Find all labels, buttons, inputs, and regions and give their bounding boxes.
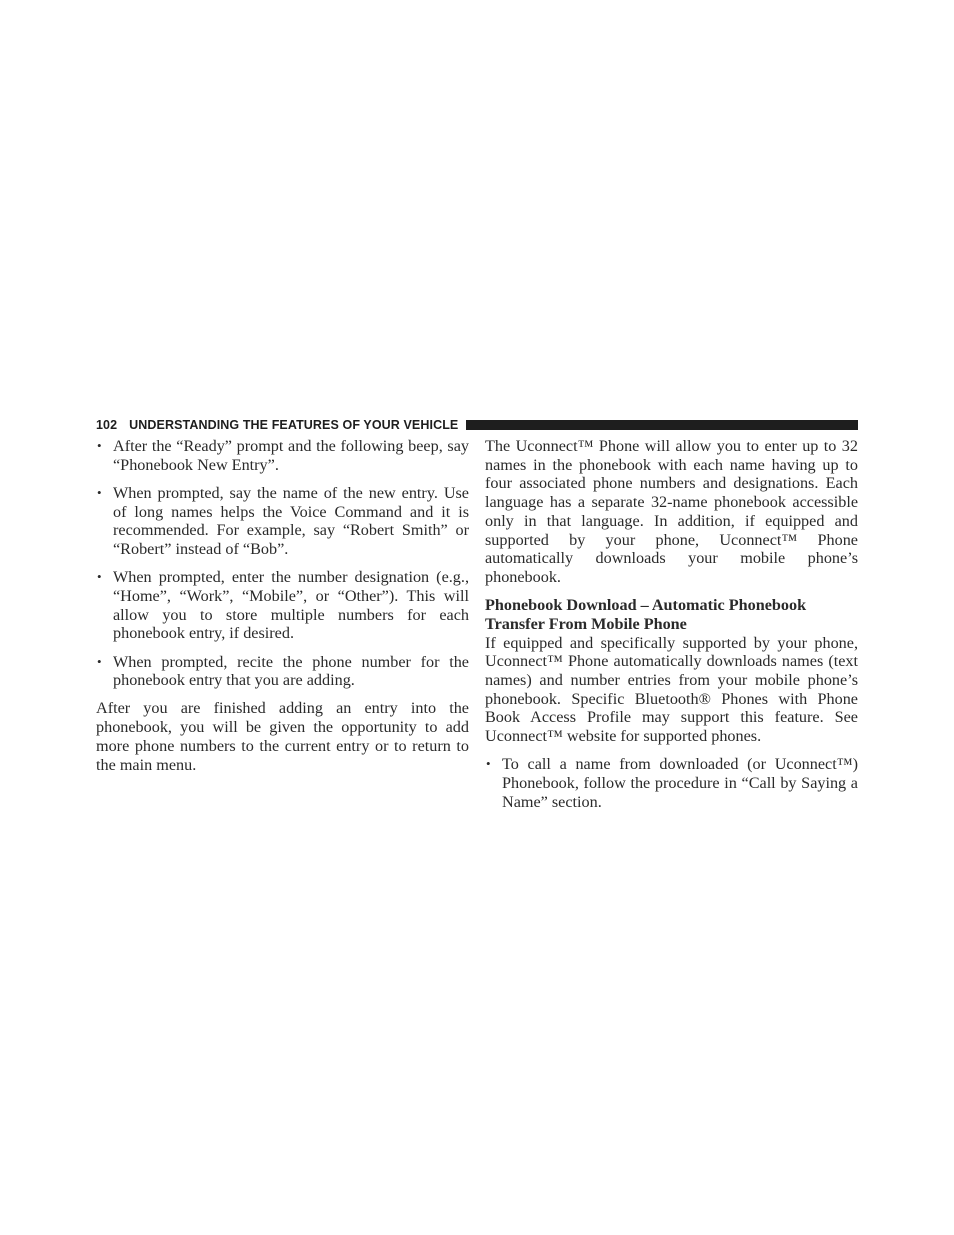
list-item — [96, 568, 469, 643]
right-column — [485, 437, 858, 821]
header-rule-bar — [466, 420, 858, 430]
bullet-icon: • — [97, 569, 102, 585]
right-bullet-list — [485, 755, 858, 811]
bullet-icon: • — [97, 653, 102, 669]
section-title: UNDERSTANDING THE FEATURES OF YOUR VEHICLE — [129, 418, 459, 432]
list-item — [96, 653, 469, 690]
bullet-icon: • — [486, 756, 491, 772]
left-bullet-list — [96, 437, 469, 690]
list-item-text: When prompted, recite the phone number for the phonebook entry that you are adding. — [113, 652, 469, 690]
list-item — [96, 484, 469, 559]
bullet-icon: • — [97, 484, 102, 500]
intro-paragraph: The Uconnect™ Phone will allow you to enter up to 32 names in the phonebook with each name having up to four associated phone numbers and designations. Each language has a separate 32-name phonebook accessible only in that language. In addition, if equipped and supported by your phone, Uconnect™ Phone automatically downloads your mobile phone’s phonebook. — [485, 437, 858, 586]
page-number: 102 — [96, 418, 118, 432]
page-header — [96, 416, 858, 434]
list-item-text: When prompted, enter the number designation (e.g., “Home”, “Work”, “Mobile”, or “Other”). This will allow you to store multiple numbers for each phonebook entry, if desired. — [113, 568, 469, 643]
closing-paragraph: After you are finished adding an entry into the phonebook, you will be given the opportunity to add more phone numbers to the current entry or to return to the main menu. — [96, 699, 469, 774]
left-column — [96, 437, 469, 784]
body-paragraph: If equipped and specifically supported by your phone, Uconnect™ Phone automatically downloads names (text names) and number entries from your mobile phone’s phonebook. Specific Bluetooth® Phones with Phone Book Access Profile may support this feature. See Uconnect™ website for supported phones. — [485, 633, 858, 746]
section-heading: Phonebook Download – Automatic Phonebook Transfer From Mobile Phone — [485, 596, 807, 633]
list-item — [485, 755, 858, 811]
bullet-icon: • — [97, 438, 102, 453]
list-item-text: After the “Ready” prompt and the following beep, say “Phonebook New Entry”. — [113, 437, 469, 474]
list-item — [96, 437, 469, 474]
list-item-text: To call a name from downloaded (or Uconnect™) Phonebook, follow the procedure in “Call by Saying a Name” section. — [502, 755, 858, 811]
list-item-text: When prompted, say the name of the new entry. Use of long names helps the Voice Command and it is recommended. For example, say “Robert Smith” or “Robert” instead of “Bob”. — [113, 483, 469, 559]
